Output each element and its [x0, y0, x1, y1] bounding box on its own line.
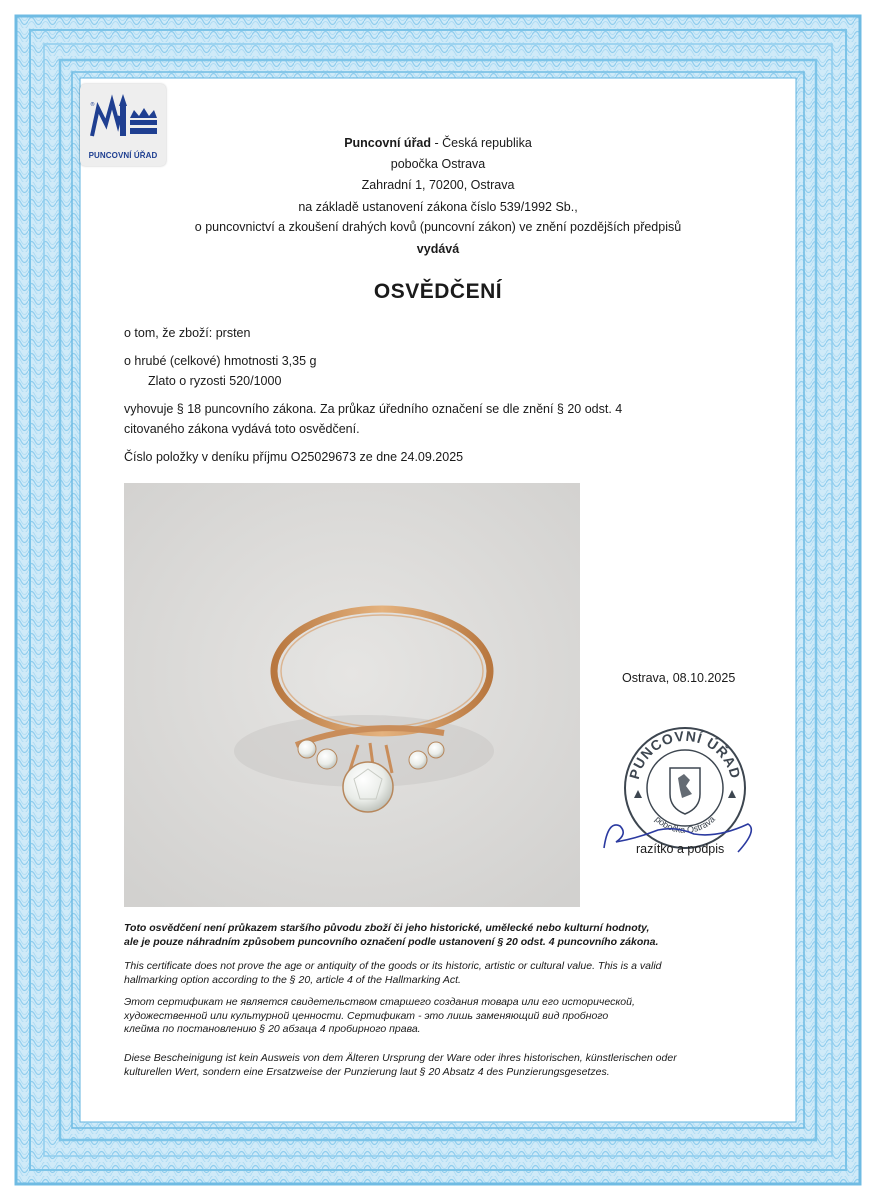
legal-basis-line-2: o puncovnictví a zkoušení drahých kovů (puncovní zákon) ve znění pozdějších předpisů — [194, 220, 682, 234]
ring-illustration — [124, 483, 580, 907]
disclaimer-ru-line-2: художественной или культурной ценности. Сертификат - это лишь заменяющий вид пробного — [124, 1009, 609, 1022]
disclaimer-en — [124, 960, 764, 987]
office-logo — [80, 84, 166, 166]
logo-caption: PUNCOVNÍ ÚŘAD — [88, 151, 158, 160]
legal-basis-line-1: na základě ustanovení zákona číslo 539/1992 Sb., — [298, 200, 578, 214]
place-date: Ostrava, 08.10.2025 — [622, 671, 736, 685]
stamp-signature-label: razítko a podpis — [636, 842, 725, 856]
lion-icon — [678, 774, 692, 798]
weight-line: o hrubé (celkové) hmotnosti 3,35 g — [124, 354, 317, 368]
certificate-title: OSVĚDČENÍ — [373, 280, 503, 303]
fineness-line: Zlato o ryzosti 520/1000 — [148, 374, 282, 388]
svg-text:pobočka Ostrava: pobočka Ostrava — [653, 813, 717, 835]
disclaimer-de-line-2: kulturellen Wert, sondern eine Ersatzweise der Punzierung laut § 20 Absatz 4 des Punzierungsgesetzes. — [124, 1065, 610, 1078]
svg-text:PUNCOVNÍ ÚŘAD: PUNCOVNÍ ÚŘAD — [625, 727, 745, 781]
disclaimer-ru — [124, 996, 764, 1037]
disclaimer-de-line-1: Diese Bescheinigung ist kein Ausweis von dem Älteren Ursprung der Ware oder ihres historischen, künstlerischen oder — [124, 1052, 677, 1064]
office-name: Puncovní úřad — [344, 136, 432, 150]
ledger-entry: Číslo položky v deníku příjmu O25029673 ze dne 24.09.2025 — [124, 450, 464, 464]
disclaimer-de — [124, 1052, 764, 1079]
disclaimer-en-line-1: This certificate does not prove the age or antiquity of the goods or its historic, artistic or cultural value. This is a valid — [124, 960, 662, 972]
svg-text:®: ® — [90, 102, 95, 108]
issues-label: vydává — [416, 242, 460, 256]
disclaimer-cz-line-1: Toto osvědčení není průkazem staršího původu zboží či jeho historické, umělecké nebo kulturní hodnoty, — [124, 922, 650, 934]
disclaimer-en-line-2: hallmarking option according to the § 20, article 4 of the Hallmarking Act. — [124, 973, 461, 986]
disclaimer-cz-line-2: ale je pouze náhradním způsobem puncovního označení podle ustanovení § 20 odst. 4 puncovního zákona. — [124, 935, 659, 948]
disclaimer-ru-line-1: Этот сертификат не является свидетельством старшего создания товара или его исторической, — [124, 996, 635, 1008]
country: - Česká republika — [431, 136, 532, 150]
compliance-line-1: vyhovuje § 18 puncovního zákona. Za průkaz úředního označení se dle znění § 20 odst. 4 — [124, 402, 623, 416]
compliance-line-2: citovaného zákona vydává toto osvědčení. — [124, 422, 360, 436]
issuer-line — [100, 136, 776, 150]
ring-photo — [124, 483, 580, 907]
disclaimer-ru-line-3: клейма по постановлению § 20 абзаца 4 пробирного права. — [124, 1023, 421, 1035]
address: Zahradní 1, 70200, Ostrava — [361, 178, 515, 192]
disclaimer-cz — [124, 922, 764, 949]
goods-line: o tom, že zboží: prsten — [124, 326, 251, 340]
branch: pobočka Ostrava — [390, 157, 486, 171]
